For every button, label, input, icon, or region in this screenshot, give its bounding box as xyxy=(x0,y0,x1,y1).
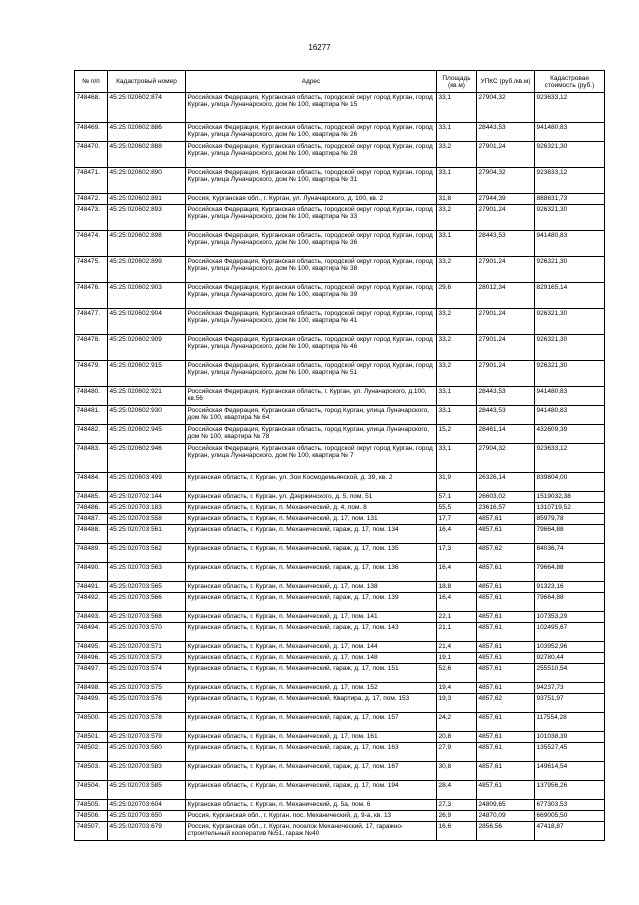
area-cell: 33,2 xyxy=(437,309,477,335)
upks-cell: 4857,61 xyxy=(477,653,535,664)
cadastral-number-cell: 45:25:020602:903 xyxy=(108,283,186,309)
table-row xyxy=(75,743,605,762)
cadastral-value-cell: 923633,12 xyxy=(535,444,605,473)
upks-cell: 4857,62 xyxy=(477,694,535,713)
cadastral-value-cell: 923633,12 xyxy=(535,93,605,123)
cadastral-value-cell: 137956,26 xyxy=(535,781,605,800)
table-row xyxy=(75,664,605,683)
address-cell: Российская Федерация, Курганская область, городской округ город Курган, город Курган, улица Луначарского, дом № 100, квартира № 15 xyxy=(186,93,437,123)
area-cell: 24,2 xyxy=(437,713,477,732)
cadastral-number-cell: 45:25:020703:578 xyxy=(108,713,186,732)
address-cell: Курганская область, г. Курган, п. Механический, д. 17, пом. 141 xyxy=(186,612,437,623)
cadastral-number-cell: 45:25:020602:888 xyxy=(108,142,186,168)
cadastral-value-cell: 1519032,38 xyxy=(535,492,605,503)
address-cell: Россия, Курганская обл., г. Курган, поселок Механический, 17, гаражно-строительный кооператив №51, гараж №40 xyxy=(186,822,437,841)
cadastral-number-cell: 45:25:020602:874 xyxy=(108,93,186,123)
row-number-cell: 748501. xyxy=(75,732,108,743)
table-row xyxy=(75,335,605,361)
cadastral-value-cell: 85979,78 xyxy=(535,514,605,525)
cadastral-value-cell: 829165,14 xyxy=(535,283,605,309)
area-cell: 33,1 xyxy=(437,168,477,194)
upks-cell: 27901,24 xyxy=(477,205,535,231)
row-number-cell: 748499. xyxy=(75,694,108,713)
row-number-cell: 748491. xyxy=(75,582,108,593)
row-number-cell: 748496. xyxy=(75,653,108,664)
cadastral-number-cell: 45:25:020703:583 xyxy=(108,762,186,781)
cadastral-value-cell: 941480,83 xyxy=(535,123,605,142)
table-row xyxy=(75,811,605,822)
row-number-cell: 748470. xyxy=(75,142,108,168)
area-cell: 30,8 xyxy=(437,762,477,781)
area-cell: 29,6 xyxy=(437,283,477,309)
table-row xyxy=(75,142,605,168)
area-cell: 33,1 xyxy=(437,387,477,406)
cadastral-number-cell: 45:25:020703:568 xyxy=(108,612,186,623)
row-number-cell: 748498. xyxy=(75,683,108,694)
row-number-cell: 748471. xyxy=(75,168,108,194)
row-number-cell: 748482. xyxy=(75,425,108,444)
cadastral-value-cell: 103952,96 xyxy=(535,642,605,653)
table-row xyxy=(75,231,605,257)
cadastral-number-cell: 45:25:020703:585 xyxy=(108,781,186,800)
upks-cell: 4857,61 xyxy=(477,781,535,800)
table-row xyxy=(75,683,605,694)
upks-cell: 27904,32 xyxy=(477,444,535,473)
area-cell: 17,7 xyxy=(437,514,477,525)
address-cell: Курганская область, г. Курган, п. Механический, гараж, д. 17, пом. 151 xyxy=(186,664,437,683)
upks-cell: 28443,53 xyxy=(477,387,535,406)
table-row xyxy=(75,387,605,406)
cadastral-number-cell: 45:25:020703:570 xyxy=(108,623,186,642)
row-number-cell: 748503. xyxy=(75,762,108,781)
upks-cell: 27901,24 xyxy=(477,361,535,387)
cadastral-number-cell: 45:25:020703:579 xyxy=(108,732,186,743)
header-number: № п/п xyxy=(75,71,108,93)
row-number-cell: 748475. xyxy=(75,257,108,283)
upks-cell: 4857,61 xyxy=(477,612,535,623)
address-cell: Курганская область, г. Курган, п. Механический, д. 17, пом. 161 xyxy=(186,732,437,743)
cadastral-number-cell: 45:25:020702:144 xyxy=(108,492,186,503)
area-cell: 19,1 xyxy=(437,653,477,664)
table-row xyxy=(75,694,605,713)
upks-cell: 27901,24 xyxy=(477,257,535,283)
cadastral-number-cell: 45:25:020602:893 xyxy=(108,205,186,231)
cadastral-value-cell: 941480,83 xyxy=(535,406,605,425)
cadastral-number-cell: 45:25:020703:650 xyxy=(108,811,186,822)
cadastral-value-cell: 926321,30 xyxy=(535,361,605,387)
upks-cell: 27944,39 xyxy=(477,194,535,205)
row-number-cell: 748479. xyxy=(75,361,108,387)
area-cell: 16,4 xyxy=(437,563,477,582)
cadastral-number-cell: 45:25:020602:899 xyxy=(108,257,186,283)
cadastral-number-cell: 45:25:020703:571 xyxy=(108,642,186,653)
upks-cell: 4857,61 xyxy=(477,563,535,582)
cadastral-value-cell: 926321,30 xyxy=(535,309,605,335)
cadastral-number-cell: 45:25:020703:563 xyxy=(108,563,186,582)
address-cell: Курганская область, г. Курган, п. Механический, гараж, д. 17, пом. 139 xyxy=(186,593,437,612)
address-cell: Российская Федерация, Курганская область, городской округ город Курган, город Курган, улица Луначарского, дом № 100, квартира № 33 xyxy=(186,205,437,231)
address-cell: Курганская область, г. Курган, п. Механический, гараж, д. 17, пом. 134 xyxy=(186,525,437,544)
cadastral-value-table xyxy=(74,70,605,841)
area-cell: 33,1 xyxy=(437,444,477,473)
upks-cell: 2856,56 xyxy=(477,822,535,841)
address-cell: Российская Федерация, Курганская область, город Курган, улица Луначарского, дом № 100, квартира № 78 xyxy=(186,425,437,444)
upks-cell: 28443,53 xyxy=(477,406,535,425)
cadastral-number-cell: 45:25:020703:183 xyxy=(108,503,186,514)
area-cell: 17,3 xyxy=(437,544,477,563)
address-cell: Россия, Курганская обл., г. Курган, ул. Луначарского, д. 100, кв. 2 xyxy=(186,194,437,205)
row-number-cell: 748480. xyxy=(75,387,108,406)
cadastral-value-cell: 91323,16 xyxy=(535,582,605,593)
cadastral-value-cell: 926321,30 xyxy=(535,142,605,168)
address-cell: Курганская область, г. Курган, п. Механический, гараж, д. 17, пом. 194 xyxy=(186,781,437,800)
cadastral-number-cell: 45:25:020703:562 xyxy=(108,544,186,563)
address-cell: Курганская область, г. Курган, п. Механический, Квартира, д. 17, пом. 153 xyxy=(186,694,437,713)
area-cell: 16,4 xyxy=(437,593,477,612)
area-cell: 18,8 xyxy=(437,582,477,593)
table-row xyxy=(75,732,605,743)
area-cell: 16,6 xyxy=(437,822,477,841)
upks-cell: 28461,14 xyxy=(477,425,535,444)
cadastral-value-cell: 135527,45 xyxy=(535,743,605,762)
address-cell: Курганская область, г. Курган, п. Механический, гараж, д. 17, пом. 136 xyxy=(186,563,437,582)
header-area: Площадь (кв.м) xyxy=(437,71,477,93)
cadastral-number-cell: 45:25:020602:886 xyxy=(108,123,186,142)
cadastral-value-cell: 926321,30 xyxy=(535,257,605,283)
upks-cell: 4857,61 xyxy=(477,743,535,762)
row-number-cell: 748490. xyxy=(75,563,108,582)
table-row xyxy=(75,257,605,283)
cadastral-value-cell: 93751,97 xyxy=(535,694,605,713)
area-cell: 27,9 xyxy=(437,743,477,762)
address-cell: Российская Федерация, Курганская область, городской округ город Курган, город Курган, улица Луначарского, дом № 100, квартира № 46 xyxy=(186,335,437,361)
upks-cell: 4857,61 xyxy=(477,642,535,653)
cadastral-number-cell: 45:25:020703:575 xyxy=(108,683,186,694)
cadastral-number-cell: 45:25:020703:573 xyxy=(108,653,186,664)
address-cell: Российская Федерация, Курганская область, городской округ город Курган, город Курган, улица Луначарского, дом № 100, квартира № 26 xyxy=(186,123,437,142)
cadastral-value-cell: 94237,73 xyxy=(535,683,605,694)
address-cell: Россия, Курганская обл., г. Курган, пос. Механический, д. 9-а, кв. 13 xyxy=(186,811,437,822)
row-number-cell: 748488. xyxy=(75,525,108,544)
table-row xyxy=(75,593,605,612)
row-number-cell: 748477. xyxy=(75,309,108,335)
table-row xyxy=(75,492,605,503)
address-cell: Российская Федерация, Курганская область, городской округ город Курган, город Курган, улица Луначарского, дом № 100, квартира № 38 xyxy=(186,257,437,283)
table-row xyxy=(75,563,605,582)
upks-cell: 4857,61 xyxy=(477,664,535,683)
cadastral-number-cell: 45:25:020602:891 xyxy=(108,194,186,205)
address-cell: Российская Федерация, Курганская область, г. Курган, ул. Луначарского, д.100, кв.56 xyxy=(186,387,437,406)
cadastral-value-cell: 79664,88 xyxy=(535,525,605,544)
cadastral-value-cell: 926321,30 xyxy=(535,335,605,361)
address-cell: Российская Федерация, Курганская область, городской округ город Курган, город Курган, улица Луначарского, дом № 100, квартира № 51 xyxy=(186,361,437,387)
table-row xyxy=(75,473,605,492)
row-number-cell: 748473. xyxy=(75,205,108,231)
row-number-cell: 748485. xyxy=(75,492,108,503)
address-cell: Российская Федерация, Курганская область, городской округ город Курган, город Курган, улица Луначарского, дом № 100, квартира № 39 xyxy=(186,283,437,309)
row-number-cell: 748474. xyxy=(75,231,108,257)
upks-cell: 27901,24 xyxy=(477,142,535,168)
table-row xyxy=(75,205,605,231)
table-row xyxy=(75,582,605,593)
cadastral-value-cell: 839804,00 xyxy=(535,473,605,492)
address-cell: Курганская область, г. Курган, ул. Зои Космодемьянской, д. 39, кв. 2 xyxy=(186,473,437,492)
cadastral-number-cell: 45:25:020703:574 xyxy=(108,664,186,683)
address-cell: Курганская область, г. Курган, п. Механический, д. 17, пом. 152 xyxy=(186,683,437,694)
cadastral-number-cell: 45:25:020703:558 xyxy=(108,514,186,525)
row-number-cell: 748500. xyxy=(75,713,108,732)
area-cell: 57,1 xyxy=(437,492,477,503)
cadastral-value-cell: 941480,83 xyxy=(535,387,605,406)
row-number-cell: 748469. xyxy=(75,123,108,142)
table-row xyxy=(75,642,605,653)
area-cell: 15,2 xyxy=(437,425,477,444)
table-row xyxy=(75,194,605,205)
address-cell: Российская Федерация, Курганская область, городской округ город Курган, город Курган, улица Луначарского, дом № 100, квартира № 36 xyxy=(186,231,437,257)
cadastral-value-cell: 92780,44 xyxy=(535,653,605,664)
row-number-cell: 748504. xyxy=(75,781,108,800)
cadastral-number-cell: 45:25:020703:566 xyxy=(108,593,186,612)
table-row xyxy=(75,800,605,811)
area-cell: 55,5 xyxy=(437,503,477,514)
table-row xyxy=(75,781,605,800)
table-body xyxy=(75,93,605,841)
cadastral-number-cell: 45:25:020602:930 xyxy=(108,406,186,425)
cadastral-number-cell: 45:25:020602:898 xyxy=(108,231,186,257)
cadastral-number-cell: 45:25:020703:576 xyxy=(108,694,186,713)
address-cell: Российская Федерация, Курганская область, городской округ город Курган, город Курган, улица Луначарского, дом № 100, квартира № 41 xyxy=(186,309,437,335)
row-number-cell: 748494. xyxy=(75,623,108,642)
table-row xyxy=(75,653,605,664)
upks-cell: 24870,09 xyxy=(477,811,535,822)
table-row xyxy=(75,514,605,525)
cadastral-value-cell: 432609,39 xyxy=(535,425,605,444)
address-cell: Курганская область, г. Курган, п. Механический, гараж, д. 17, пом. 135 xyxy=(186,544,437,563)
header-cadastral-value: Кадастровая стоимость (руб.) xyxy=(535,71,605,93)
cadastral-value-cell: 888631,73 xyxy=(535,194,605,205)
address-cell: Российская Федерация, Курганская область, городской округ город Курган, город Курган, улица Луначарского, дом № 100, квартира № 31 xyxy=(186,168,437,194)
cadastral-value-cell: 102495,67 xyxy=(535,623,605,642)
address-cell: Российская Федерация, Курганская область, городской округ город Курган, город Курган, улица Луначарского, дом № 100, квартира № 7 xyxy=(186,444,437,473)
upks-cell: 27901,24 xyxy=(477,309,535,335)
cadastral-value-cell: 79664,88 xyxy=(535,593,605,612)
cadastral-number-cell: 45:25:020703:580 xyxy=(108,743,186,762)
upks-cell: 27901,24 xyxy=(477,335,535,361)
area-cell: 33,2 xyxy=(437,142,477,168)
upks-cell: 28012,34 xyxy=(477,283,535,309)
header-cadastral-number: Кадастровый номер xyxy=(108,71,186,93)
area-cell: 21,1 xyxy=(437,623,477,642)
cadastral-number-cell: 45:25:020602:890 xyxy=(108,168,186,194)
row-number-cell: 748486. xyxy=(75,503,108,514)
address-cell: Курганская область, г. Курган, п. Механический, д. 4, пом. 8 xyxy=(186,503,437,514)
address-cell: Курганская область, г. Курган, п. Механический, гараж, д. 17, пом. 167 xyxy=(186,762,437,781)
table-row xyxy=(75,361,605,387)
table-row xyxy=(75,544,605,563)
cadastral-number-cell: 45:25:020603:499 xyxy=(108,473,186,492)
address-cell: Курганская область, г. Курган, п. Механический, д. 17, пом. 131 xyxy=(186,514,437,525)
upks-cell: 4857,61 xyxy=(477,623,535,642)
row-number-cell: 748489. xyxy=(75,544,108,563)
address-cell: Российская Федерация, Курганская область, город Курган, улица Луначарского, дом № 100, квартира № 64 xyxy=(186,406,437,425)
cadastral-value-cell: 926321,30 xyxy=(535,205,605,231)
cadastral-value-cell: 149614,54 xyxy=(535,762,605,781)
table-header-row xyxy=(75,71,605,93)
table-row xyxy=(75,762,605,781)
header-upks: УПКС (руб./кв.м) xyxy=(477,71,535,93)
upks-cell: 4857,61 xyxy=(477,514,535,525)
header-address: Адрес xyxy=(186,71,437,93)
area-cell: 33,2 xyxy=(437,257,477,283)
cadastral-number-cell: 45:25:020602:921 xyxy=(108,387,186,406)
table-row xyxy=(75,503,605,514)
table-row xyxy=(75,168,605,194)
row-number-cell: 748497. xyxy=(75,664,108,683)
table-row xyxy=(75,444,605,473)
cadastral-number-cell: 45:25:020703:604 xyxy=(108,800,186,811)
upks-cell: 4857,61 xyxy=(477,525,535,544)
upks-cell: 4857,61 xyxy=(477,593,535,612)
area-cell: 52,6 xyxy=(437,664,477,683)
table-row xyxy=(75,93,605,123)
cadastral-number-cell: 45:25:020602:945 xyxy=(108,425,186,444)
table-row xyxy=(75,525,605,544)
cadastral-value-cell: 923633,12 xyxy=(535,168,605,194)
address-cell: Курганская область, г. Курган, п. Механический, д. 17, пом. 148 xyxy=(186,653,437,664)
area-cell: 33,1 xyxy=(437,231,477,257)
upks-cell: 28443,53 xyxy=(477,123,535,142)
cadastral-number-cell: 45:25:020703:565 xyxy=(108,582,186,593)
address-cell: Курганская область, г. Курган, ул. Дзержинского, д. 5, пом. 51 xyxy=(186,492,437,503)
upks-cell: 24809,65 xyxy=(477,800,535,811)
row-number-cell: 748507. xyxy=(75,822,108,841)
area-cell: 33,2 xyxy=(437,205,477,231)
cadastral-number-cell: 45:25:020703:561 xyxy=(108,525,186,544)
row-number-cell: 748483. xyxy=(75,444,108,473)
upks-cell: 23616,57 xyxy=(477,503,535,514)
area-cell: 22,1 xyxy=(437,612,477,623)
table-row xyxy=(75,283,605,309)
row-number-cell: 748502. xyxy=(75,743,108,762)
row-number-cell: 748481. xyxy=(75,406,108,425)
area-cell: 27,3 xyxy=(437,800,477,811)
cadastral-value-cell: 47418,87 xyxy=(535,822,605,841)
table-row xyxy=(75,123,605,142)
address-cell: Курганская область, г. Курган, п. Механический, д. 5а, пом. 6 xyxy=(186,800,437,811)
upks-cell: 27904,32 xyxy=(477,93,535,123)
address-cell: Курганская область, г. Курган, п. Механический, д. 17, пом. 138 xyxy=(186,582,437,593)
row-number-cell: 748505. xyxy=(75,800,108,811)
upks-cell: 4857,62 xyxy=(477,544,535,563)
row-number-cell: 748506. xyxy=(75,811,108,822)
area-cell: 28,4 xyxy=(437,781,477,800)
cadastral-number-cell: 45:25:020602:915 xyxy=(108,361,186,387)
upks-cell: 4857,61 xyxy=(477,713,535,732)
row-number-cell: 748492. xyxy=(75,593,108,612)
cadastral-number-cell: 45:25:020602:909 xyxy=(108,335,186,361)
area-cell: 19,4 xyxy=(437,683,477,694)
area-cell: 33,1 xyxy=(437,123,477,142)
row-number-cell: 748478. xyxy=(75,335,108,361)
area-cell: 33,2 xyxy=(437,335,477,361)
cadastral-number-cell: 45:25:020602:904 xyxy=(108,309,186,335)
row-number-cell: 748472. xyxy=(75,194,108,205)
cadastral-value-cell: 117554,28 xyxy=(535,713,605,732)
address-cell: Курганская область, г. Курган, п. Механический, гараж, д. 17, пом. 143 xyxy=(186,623,437,642)
area-cell: 26,9 xyxy=(437,811,477,822)
cadastral-value-cell: 107353,29 xyxy=(535,612,605,623)
upks-cell: 26603,02 xyxy=(477,492,535,503)
upks-cell: 4857,61 xyxy=(477,582,535,593)
area-cell: 33,1 xyxy=(437,406,477,425)
area-cell: 21,4 xyxy=(437,642,477,653)
table-row xyxy=(75,406,605,425)
cadastral-number-cell: 45:25:020602:946 xyxy=(108,444,186,473)
area-cell: 33,2 xyxy=(437,361,477,387)
table-row xyxy=(75,713,605,732)
cadastral-value-cell: 255510,54 xyxy=(535,664,605,683)
row-number-cell: 748468. xyxy=(75,93,108,123)
cadastral-value-cell: 79664,88 xyxy=(535,563,605,582)
row-number-cell: 748495. xyxy=(75,642,108,653)
cadastral-value-cell: 101038,39 xyxy=(535,732,605,743)
cadastral-value-cell: 1310719,52 xyxy=(535,503,605,514)
address-cell: Российская Федерация, Курганская область, городской округ город Курган, город Курган, улица Луначарского, дом № 100, квартира № 28 xyxy=(186,142,437,168)
address-cell: Курганская область, г. Курган, п. Механический, гараж, д. 17, пом. 157 xyxy=(186,713,437,732)
page-number: 16277 xyxy=(308,43,331,52)
table-row xyxy=(75,309,605,335)
upks-cell: 27904,32 xyxy=(477,168,535,194)
area-cell: 31,9 xyxy=(437,473,477,492)
upks-cell: 26326,14 xyxy=(477,473,535,492)
area-cell: 16,4 xyxy=(437,525,477,544)
upks-cell: 4857,61 xyxy=(477,762,535,781)
table-row xyxy=(75,425,605,444)
cadastral-number-cell: 45:25:020703:679 xyxy=(108,822,186,841)
area-cell: 20,8 xyxy=(437,732,477,743)
cadastral-value-cell: 669005,50 xyxy=(535,811,605,822)
area-cell: 33,1 xyxy=(437,93,477,123)
cadastral-value-cell: 84036,74 xyxy=(535,544,605,563)
upks-cell: 28443,53 xyxy=(477,231,535,257)
row-number-cell: 748493. xyxy=(75,612,108,623)
upks-cell: 4857,61 xyxy=(477,683,535,694)
address-cell: Курганская область, г. Курган, п. Механический, гараж, д. 17, пом. 163 xyxy=(186,743,437,762)
table-row xyxy=(75,612,605,623)
cadastral-value-cell: 941480,83 xyxy=(535,231,605,257)
area-cell: 19,3 xyxy=(437,694,477,713)
upks-cell: 4857,61 xyxy=(477,732,535,743)
row-number-cell: 748487. xyxy=(75,514,108,525)
table-row xyxy=(75,623,605,642)
row-number-cell: 748476. xyxy=(75,283,108,309)
cadastral-value-cell: 677303,53 xyxy=(535,800,605,811)
area-cell: 31,8 xyxy=(437,194,477,205)
address-cell: Курганская область, г. Курган, п. Механический, д. 17, пом. 144 xyxy=(186,642,437,653)
table-row xyxy=(75,822,605,841)
row-number-cell: 748484. xyxy=(75,473,108,492)
